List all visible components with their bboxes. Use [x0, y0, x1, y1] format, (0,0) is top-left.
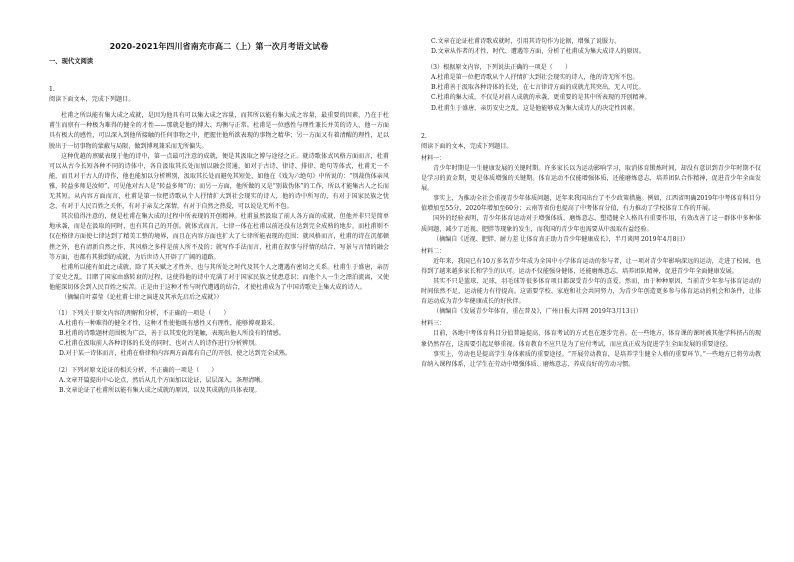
material-paragraph: 目前，各地中考体育科目分值普遍提高，体育考试的方式也在逐步完善。在一些地方，体育课的课时被其他学科挤占的现象仍然存在，这需要引起足够重视。体育教育不应只是为了应付考试，而应真正成为促进学生全面发展的重要途径。 — [421, 330, 761, 348]
material-source: （摘编自《近视、肥胖、耐力差 让体育真正助力青少年健康成长》，半月谈网 2019年4月8日） — [433, 235, 689, 243]
question-stem: （2）下列对原文论证的相关分析，不正确的一项是（ ） — [55, 366, 218, 374]
passage-paragraph: 这种优越的禀赋表现于他的诗中，第一点最可注意的成就，便是其汲取之博与途径之正。就诗歌体式风格方面而言，杜甫可以从古今长短各种不同的诗体中，各自汲取其长处而加以融会贯通，如对于古诗、律诗、排律、绝句等体式，杜甫无一不能，而且对于古人的诗作，他也能加以分析辨别，汲取其长处而避免其短处，如他在《戏为六绝句》中所说的：“别裁伪体亲风雅，转益多师是汝师”，可见他对古人是“转益多师”的；而另一方面，他所做的又是“别裁伪体”的工作，所以才能集古人之长而无其短。从内容方面而言，杜甫是第一位把诗歌从个人抒情扩大到社会现实的诗人，他的诗中所写的，有对于国家民族之忧念，有对于人民百姓之关怀，有对于亲友之深情，有对于自然之热爱，可以说是无所不包。 — [49, 152, 389, 211]
material-paragraph: 其实不只是篮球、足球，羽毛球等很多体育项目都深受青少年的喜爱。然而，由于种种原因，当前青少年参与体育运动的时间依然不足，运动能力有待提高。这需要学校、家庭和社会共同努力，为青少年创造更多参与体育运动的机会和条件，让体育运动成为青少年健康成长的好伙伴。 — [421, 277, 761, 306]
passage-paragraph: 其次值得注意的，便是杜甫在集大成的过程中所表现的开创精神。杜甫虽然汲取了前人各方面的成就，但他并非只是简单地承袭，而是在汲取的同时，也有其自己的开创。就体式而言，七律一体在杜甫以前还没有达到完全成熟的地步，而杜甫则不仅在格律方面使七律达到了精美工整的境界，而且在内容方面也扩大了七律所能表现的范围；就风格而言，杜甫的诗在沉郁顿挫之外，也有清新自然之作，其风格之多样是前人所不及的；就写作手法而言，杜甫在叙事与抒情的结合、写景与言情的融会等方面，也都有其独到的成就，为后世诗人开辟了广阔的道路。 — [49, 213, 389, 261]
material-paragraph: 事实上，劳动也是提高学生身体素质的重要途径。“开展劳动教育，是培养学生健全人格的重要环节。”一些地方已将劳动教育纳入课程体系，让学生在劳动中增强体质、磨炼意志，养成良好的劳动习惯。 — [421, 350, 761, 368]
option-c: C.文章在论证杜甫诗歌成就时，引用其诗句作为论据，增强了说服力。 — [431, 38, 621, 45]
material-source: （摘编自《发展青少年体育，重在普及》，广州日报大洋网 2019年3月13日） — [433, 308, 642, 316]
option-c: C.杜甫的集大成，不仅是对前人成就的承袭，更重要的是其中所表现的开创精神。 — [431, 94, 651, 102]
material-paragraph: 国外的经验表明，青少年体育运动对于增强体质、磨炼意志、塑造健全人格具有重要作用，有效改善了这一群体中多种体质问题，减少了近视、肥胖等现象的发生，而我国的青少年也需要从中汲取有益经验。 — [421, 215, 761, 233]
option-c: C.杜甫在汲取前人各种诗体的长处的同时，也对古人的诗作进行分析辨别。 — [59, 340, 261, 348]
question-stem: （1）下列关于原文内容的理解和分析，不正确的一项是（ ） — [55, 310, 230, 318]
option-d: D.文章从作者的才性、时代、遭遇等方面，分析了杜甫成为集大成诗人的原因。 — [431, 48, 645, 56]
question-number: 1. — [49, 86, 55, 94]
passage-source: （摘编自叶嘉莹《论杜甫七律之演进及其承先启后之成就》） — [61, 293, 223, 301]
option-a: A.杜甫是第一位把诗歌从个人抒情扩大到社会现实的诗人，他的诗无所不包。 — [431, 74, 639, 82]
option-a: A.文章开篇提出中心论点，然后从几个方面加以论证，层层深入，条理清晰。 — [59, 376, 267, 384]
left-column — [49, 34, 389, 556]
option-a: A.杜甫有一种难得的健全才性，这种才性使他既有感性又有理性，能够博观兼采。 — [59, 320, 279, 328]
instruction: 阅读下面的文本，完成下列题目。 — [421, 142, 513, 150]
question-number: 2. — [421, 132, 427, 140]
question-stem: （3）根据原文内容，下列说法正确的一项是（ ） — [427, 64, 572, 72]
option-b: B.文章论证了杜甫所以能有集大成之成就的原因，以及其成就的具体表现。 — [59, 386, 261, 394]
instruction: 阅读下面文本，完成下列题目。 — [49, 96, 135, 104]
material-paragraph: 事实上，为推动全社会重视青少年体质问题，近年来我国出台了不少政策措施。例如，江西省明确2019年中考体育科目分值增加至55分，2020年增加至60分；云南等省份也提高了中考体育分值，有力推动了学校体育工作的开展。 — [421, 195, 761, 213]
passage-paragraph: 杜甫所以能有如此之成就，除了其天赋之才性外，也与其所处之时代及其个人之遭遇有密切之关系。杜甫生于盛唐，亲历了安史之乱，目睹了国家由盛转衰的过程，这使得他的诗中充满了对于国家民族之忧患意识；而他个人一生之漂泊流离，又使他能深切体会到人民百姓之疾苦。正是由于这种才性与时代遭遇的结合，才使杜甫成为了中国诗歌史上集大成的诗人。 — [49, 263, 389, 291]
passage-paragraph: 杜甫之所以能有集大成之成就，是因为他具有可以集大成之容量，而其所以能有集大成之容量，最重要的因素，乃在于杜甫生而禀有一种极为难得的健全的才性——那就是他的博大、均衡与正常。杜甫是一位感性与理性兼长并美的诗人，他一方面具有极大的感性，可以深入到他所接触的任何事物之中，把握住他所欲表现的事物之精华；另一方面又有着清醒的理性，足以脱出于一切事物的蒙蔽与局限，做到博观兼采而无所偏失。 — [49, 112, 389, 150]
section-heading: 一、现代文阅读 — [49, 58, 94, 65]
option-b: B.杜甫善于汲取各种诗体的长处，在七言律诗方面的成就尤其突出，无人可比。 — [431, 84, 645, 92]
material-paragraph: 青少年时期是一生健康发展的关键时期。许多家长以为运动影响学习，取消体育锻炼时间，却没有意识到青少年时期不仅是学习的黄金期，更是体质增强的关键期。体育运动不仅能增强体质，还能磨炼意志，培养团队合作精神，促进青少年全面发展。 — [421, 164, 761, 193]
option-d: D.杜甫生于盛唐，亲历安史之乱，这是他能够成为集大成诗人的决定性因素。 — [431, 104, 639, 112]
material-heading: 材料一： — [421, 154, 446, 162]
material-paragraph: 近年来，我国已有10万多名青少年成为全国中小学体育运动的参与者，让一项对青少年影响深远的运动，走进了校园，也得到了越来越多家长和学生的认可。运动不仅能强身健体，还能磨炼意志，培养团队精神，促进青少年全面健康发展。 — [421, 257, 761, 275]
material-heading: 材料二： — [421, 247, 446, 255]
option-d: D.对于某一诗体而言，杜甫在格律和内容两方面都有自己的开创，使之达到完全成熟。 — [59, 350, 292, 358]
option-b: B.杜甫的诗歌题材范围极为广泛，善于以其变化的笔触，表现出他人所没有的情感。 — [59, 330, 285, 338]
material-heading: 材料三： — [421, 320, 446, 328]
document-title: 2020-2021年四川省南充市高二（上）第一次月考语文试卷 — [109, 42, 329, 51]
right-column — [421, 37, 761, 559]
